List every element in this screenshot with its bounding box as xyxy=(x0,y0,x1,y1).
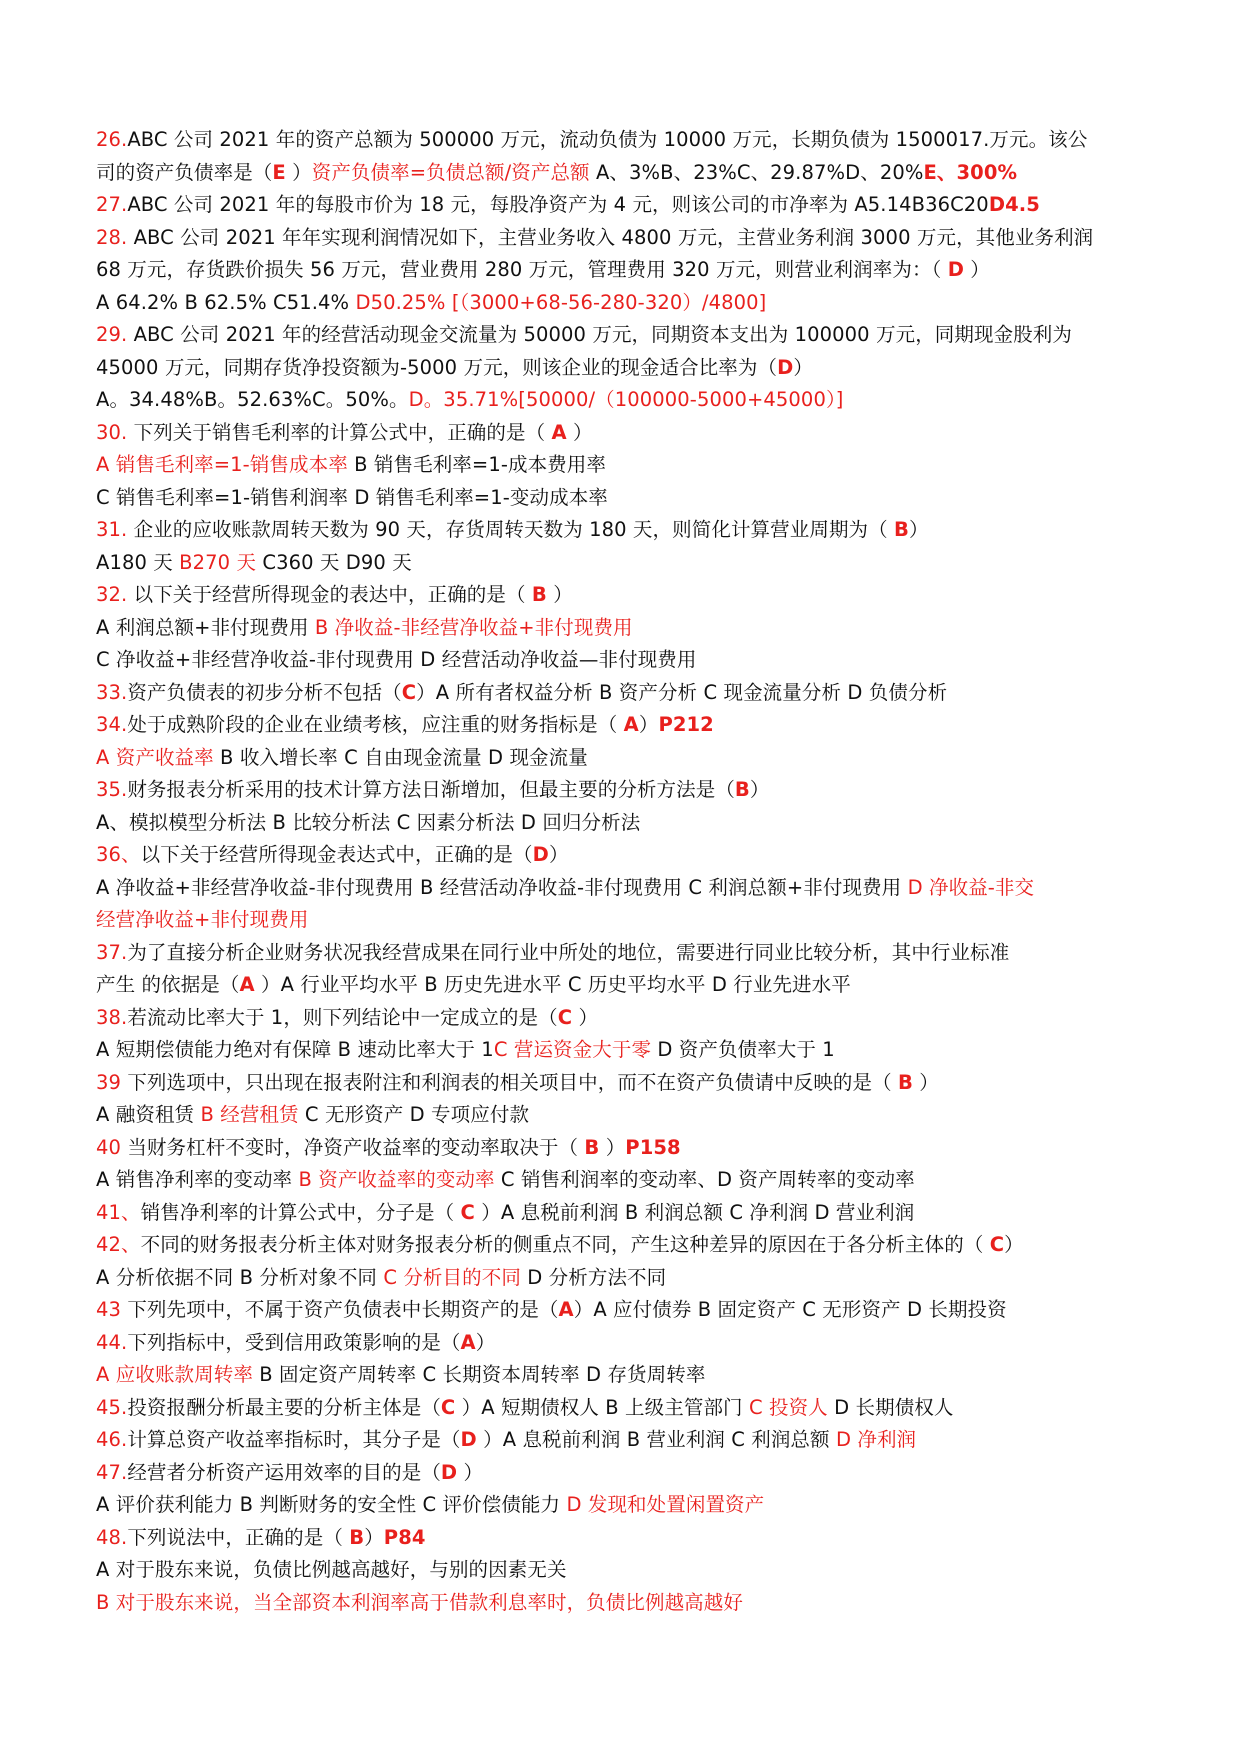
text-segment: ） xyxy=(749,778,770,801)
text-line xyxy=(96,677,1181,710)
answer-highlight: D 净利润 xyxy=(835,1428,917,1451)
text-line xyxy=(96,1554,1181,1587)
answer-highlight: D xyxy=(777,355,794,379)
text-line xyxy=(96,547,1181,580)
text-segment: 销售净利率的计算公式中，分子是（ xyxy=(140,1200,461,1224)
text-line xyxy=(96,579,1181,612)
answer-highlight: E、300% xyxy=(923,160,1018,184)
text-segment: A 利润总额+非付现费用 xyxy=(96,615,315,639)
text-line xyxy=(96,872,1181,905)
answer-highlight: B 资产收益率的变动率 xyxy=(298,1168,495,1191)
text-segment: A 融资租赁 xyxy=(96,1103,201,1126)
text-segment: D 分析方法不同 xyxy=(520,1265,667,1289)
text-segment: ） xyxy=(909,518,929,541)
answer-highlight: D。35.71%[50000/（100000-5000+45000）] xyxy=(408,388,844,411)
text-line xyxy=(96,839,1181,872)
text-segment: A 分析依据不同 B 分析对象不同 xyxy=(96,1265,384,1289)
text-segment: 以下关于经营所得现金的表达中，正确的是（ xyxy=(127,583,532,606)
text-segment: D 资产负债率大于 1 xyxy=(651,1038,835,1061)
answer-highlight: 资产负债率=负债总额/资产总额 xyxy=(311,160,590,184)
answer-highlight: A xyxy=(623,713,639,736)
answer-highlight: C 投资人 xyxy=(748,1395,828,1419)
text-line xyxy=(96,969,1181,1002)
text-segment: ） xyxy=(1004,1233,1024,1256)
text-segment: 不同的财务报表分析主体对财务报表分析的侧重点不同，产生这种差异的原因在于各分析主体的（ xyxy=(140,1233,990,1256)
text-line xyxy=(96,449,1181,482)
text-line xyxy=(96,1197,1181,1230)
text-line xyxy=(96,287,1181,320)
text-segment: B 收入增长率 C 自由现金流量 D 现金流量 xyxy=(213,745,588,769)
text-segment: ） xyxy=(364,1525,384,1549)
text-segment: C 销售毛利率=1-销售利润率 D 销售毛利率=1-变动成本率 xyxy=(96,485,608,509)
text-segment: 下列选项中，只出现在报表附注和利润表的相关项目中，而不在资产负债请中反映的是（ xyxy=(121,1070,899,1094)
text-segment: 处于成熟阶段的企业在业绩考核，应注重的财务指标是（ xyxy=(127,713,624,736)
text-line xyxy=(96,1424,1181,1457)
text-segment: ） xyxy=(285,160,312,184)
text-line xyxy=(96,1099,1181,1132)
text-segment: ）A 应付债券 B 固定资产 C 无形资产 D 长期投资 xyxy=(573,1298,1007,1321)
text-segment: ） xyxy=(572,1005,599,1029)
answer-highlight: A xyxy=(239,973,255,996)
text-segment: 68 万元，存货跌价损失 56 万元，营业费用 280 万元，管理费用 320 万元，则营业利润率为：（ xyxy=(96,258,948,281)
answer-highlight: A xyxy=(460,1330,476,1354)
text-line xyxy=(96,807,1181,840)
text-line xyxy=(96,1164,1181,1197)
text-line xyxy=(96,1229,1181,1262)
text-segment: ）A 息税前利润 B 利润总额 C 净利润 D 营业利润 xyxy=(474,1200,915,1224)
text-segment: ABC 公司 2021 年的每股市价为 18 元，每股净资产为 4 元，则该公司的市净率为 A5.14B36C20 xyxy=(127,193,989,216)
text-line xyxy=(96,709,1181,742)
text-segment: ） xyxy=(475,1330,496,1354)
text-line xyxy=(96,1359,1181,1392)
text-segment: ） xyxy=(793,355,813,379)
text-line xyxy=(96,222,1181,255)
text-segment: C 净收益+非经营净收益-非付现费用 D 经营活动净收益—非付现费用 xyxy=(96,648,697,671)
text-segment: C 销售利润率的变动率、D 资产周转率的变动率 xyxy=(494,1168,915,1191)
text-line xyxy=(96,1457,1181,1490)
answer-highlight: 27. xyxy=(96,193,128,216)
answer-highlight: B270 天 xyxy=(179,550,257,574)
answer-highlight: 33. xyxy=(96,680,128,704)
text-line xyxy=(96,644,1181,677)
text-line xyxy=(96,157,1181,190)
answer-highlight: A xyxy=(558,1298,574,1321)
answer-highlight: 28. xyxy=(96,225,128,249)
answer-highlight: C 分析目的不同 xyxy=(383,1265,521,1289)
answer-highlight: B xyxy=(894,518,910,541)
text-segment: ） xyxy=(548,843,569,866)
text-segment: ） xyxy=(912,1070,939,1094)
answer-highlight: C xyxy=(557,1005,573,1029)
answer-highlight: C xyxy=(401,680,417,704)
text-line xyxy=(96,514,1181,547)
text-line xyxy=(96,254,1181,287)
text-segment: 若流动比率大于 1，则下列结论中一定成立的是（ xyxy=(127,1005,558,1029)
answer-highlight: C xyxy=(460,1200,475,1224)
answer-highlight: A 销售毛利率=1-销售成本率 xyxy=(96,453,348,476)
text-segment: ABC 公司 2021 年的经营活动现金交流量为 50000 万元，同期资本支出为 100000 万元，同期现金股利为 xyxy=(127,323,1072,346)
answer-highlight: 36、 xyxy=(96,843,141,866)
text-line xyxy=(96,189,1181,222)
text-line xyxy=(96,904,1181,937)
answer-highlight: 26. xyxy=(96,128,128,151)
text-line xyxy=(96,124,1181,157)
answer-highlight: P84 xyxy=(383,1525,426,1549)
text-segment: 下列先项中，不属于资产负债表中长期资产的是（ xyxy=(121,1298,559,1321)
text-segment: A 销售净利率的变动率 xyxy=(96,1168,299,1191)
answer-highlight: 48. xyxy=(96,1525,128,1549)
answer-highlight: 42、 xyxy=(96,1233,141,1256)
text-segment: A 净收益+非经营净收益-非付现费用 B 经营活动净收益-非付现费用 C 利润总额+非付现费用 xyxy=(96,875,908,899)
text-segment: ABC 公司 2021 年的资产总额为 500000 万元，流动负债为 10000 万元，长期负债为 1500017.万元。该公 xyxy=(127,128,1088,151)
answer-highlight: C 营运资金大于零 xyxy=(493,1038,652,1061)
answer-highlight: B xyxy=(349,1525,365,1549)
text-line xyxy=(96,1587,1181,1620)
text-segment: A、模拟模型分析法 B 比较分析法 C 因素分析法 D 回归分析法 xyxy=(96,810,641,834)
answer-highlight: B 净收益-非经营净收益+非付现费用 xyxy=(314,615,633,639)
text-segment: ） xyxy=(566,420,593,444)
answer-highlight: P212 xyxy=(658,713,714,736)
text-line xyxy=(96,774,1181,807)
text-segment: ）A 息税前利润 B 营业利润 C 利润总额 xyxy=(476,1428,836,1451)
answer-highlight: D 净收益-非交 xyxy=(907,875,1035,899)
text-segment: C 无形资产 D 专项应付款 xyxy=(298,1103,530,1126)
answer-highlight: D xyxy=(440,1460,458,1484)
answer-highlight: A 资产收益率 xyxy=(96,745,214,769)
text-segment: ABC 公司 2021 年年实现利润情况如下，主营业务收入 4800 万元，主营业务利润 3000 万元，其他业务利润 xyxy=(127,225,1094,249)
text-line xyxy=(96,1002,1181,1035)
text-segment: 当财务杠杆不变时，净资产收益率的变动率取决于（ xyxy=(121,1135,585,1159)
answer-highlight: 38. xyxy=(96,1005,128,1029)
answer-highlight: E xyxy=(272,160,286,184)
answer-highlight: 41、 xyxy=(96,1200,141,1224)
text-segment: A、3%B、23%C、29.87%D、20% xyxy=(589,160,924,184)
text-segment: 为了直接分析企业财务状况我经营成果在同行业中所处的地位，需要进行同业比较分析，其中行业标准 xyxy=(127,940,1010,964)
text-segment: A 64.2% B 62.5% C51.4% xyxy=(96,290,356,314)
text-segment: 产生 的依据是（ xyxy=(96,973,240,996)
answer-highlight: P158 xyxy=(625,1135,681,1159)
text-line xyxy=(96,1392,1181,1425)
answer-highlight: B 对于股东来说，当全部资本利润率高于借款利息率时，负债比例越高越好 xyxy=(96,1590,743,1614)
answer-highlight: 37. xyxy=(96,940,128,964)
answer-highlight: 47. xyxy=(96,1460,128,1484)
text-line xyxy=(96,742,1181,775)
text-segment: A 评价获利能力 B 判断财务的安全性 C 评价偿债能力 xyxy=(96,1493,567,1516)
answer-highlight: 40 xyxy=(96,1135,122,1159)
text-segment: ） xyxy=(599,1135,626,1159)
answer-highlight: B xyxy=(531,583,547,606)
answer-highlight: 44. xyxy=(96,1330,128,1354)
text-segment: 司的资产负债率是（ xyxy=(96,160,273,184)
text-line xyxy=(96,384,1181,417)
answer-highlight: D xyxy=(460,1428,477,1451)
text-segment: 45000 万元，同期存货净投资额为-5000 万元，则该企业的现金适合比率为（ xyxy=(96,355,778,379)
answer-highlight: A 应收账款周转率 xyxy=(96,1363,253,1386)
answer-highlight: 46. xyxy=(96,1428,128,1451)
answer-highlight: 35. xyxy=(96,778,128,801)
text-segment: 投资报酬分析最主要的分析主体是（ xyxy=(127,1395,441,1419)
text-segment: A180 天 xyxy=(96,550,180,574)
text-segment: B 固定资产周转率 C 长期资本周转率 D 存货周转率 xyxy=(252,1363,706,1386)
answer-highlight: 45. xyxy=(96,1395,128,1419)
answer-highlight: D xyxy=(947,258,964,281)
text-segment: ） xyxy=(457,1460,484,1484)
text-line xyxy=(96,1067,1181,1100)
text-line xyxy=(96,319,1181,352)
text-segment: 下列说法中，正确的是（ xyxy=(127,1525,350,1549)
text-line xyxy=(96,1132,1181,1165)
answer-highlight: D50.25% [（3000+68-56-280-320）/4800] xyxy=(355,290,767,314)
answer-highlight: 32. xyxy=(96,583,128,606)
text-segment: D 长期债权人 xyxy=(827,1395,954,1419)
text-line xyxy=(96,1034,1181,1067)
text-segment: 下列指标中，受到信用政策影响的是（ xyxy=(127,1330,461,1354)
text-line xyxy=(96,1327,1181,1360)
text-segment: 计算总资产收益率指标时，其分子是（ xyxy=(127,1428,461,1451)
text-line xyxy=(96,417,1181,450)
text-segment: ） xyxy=(546,583,573,606)
answer-highlight: D 发现和处置闲置资产 xyxy=(566,1493,765,1516)
answer-highlight: 经营净收益+非付现费用 xyxy=(96,908,309,931)
text-segment: ）A 行业平均水平 B 历史先进水平 C 历史平均水平 D 行业先进水平 xyxy=(254,973,851,996)
answer-highlight: A xyxy=(551,420,567,444)
answer-highlight: B xyxy=(898,1070,913,1094)
answer-highlight: 30. xyxy=(96,420,128,444)
answer-highlight: B xyxy=(734,778,750,801)
text-segment: ）A 所有者权益分析 B 资产分析 C 现金流量分析 D 负债分析 xyxy=(416,680,948,704)
text-segment: ） xyxy=(638,713,659,736)
text-segment: ） xyxy=(964,258,990,281)
text-segment: 下列关于销售毛利率的计算公式中，正确的是（ xyxy=(127,420,552,444)
text-line xyxy=(96,1489,1181,1522)
text-segment: 经营者分析资产运用效率的目的是（ xyxy=(127,1460,441,1484)
text-segment: 资产负债表的初步分析不包括（ xyxy=(127,680,402,704)
answer-highlight: 31. xyxy=(96,518,128,541)
text-line xyxy=(96,612,1181,645)
answer-highlight: C xyxy=(989,1233,1005,1256)
text-segment: ）A 短期债权人 B 上级主管部门 xyxy=(455,1395,749,1419)
text-segment: 以下关于经营所得现金表达式中，正确的是（ xyxy=(140,843,533,866)
text-segment: A 短期偿债能力绝对有保障 B 速动比率大于 1 xyxy=(96,1038,494,1061)
text-segment: B 销售毛利率=1-成本费用率 xyxy=(347,453,606,476)
text-line xyxy=(96,1262,1181,1295)
text-line xyxy=(96,1294,1181,1327)
answer-highlight: C xyxy=(440,1395,456,1419)
text-segment: A。34.48%B。52.63%C。50%。 xyxy=(96,388,409,411)
text-segment: A 对于股东来说，负债比例越高越好，与别的因素无关 xyxy=(96,1558,567,1581)
answer-highlight: D xyxy=(532,843,549,866)
text-line xyxy=(96,482,1181,515)
answer-highlight: 39 xyxy=(96,1070,122,1094)
answer-highlight: B xyxy=(584,1135,600,1159)
text-line xyxy=(96,1522,1181,1555)
answer-highlight: 43 xyxy=(96,1298,122,1321)
answer-highlight: 34. xyxy=(96,713,128,736)
text-segment: 财务报表分析采用的技术计算方法日渐增加，但最主要的分析方法是（ xyxy=(127,778,735,801)
answer-highlight: B 经营租赁 xyxy=(200,1103,299,1126)
text-segment: C360 天 D90 天 xyxy=(256,550,412,574)
answer-highlight: 29. xyxy=(96,323,128,346)
text-segment: 企业的应收账款周转天数为 90 天，存货周转天数为 180 天，则简化计算营业周期为（ xyxy=(127,518,895,541)
answer-highlight: D4.5 xyxy=(988,193,1040,216)
text-line xyxy=(96,352,1181,385)
text-line xyxy=(96,937,1181,970)
